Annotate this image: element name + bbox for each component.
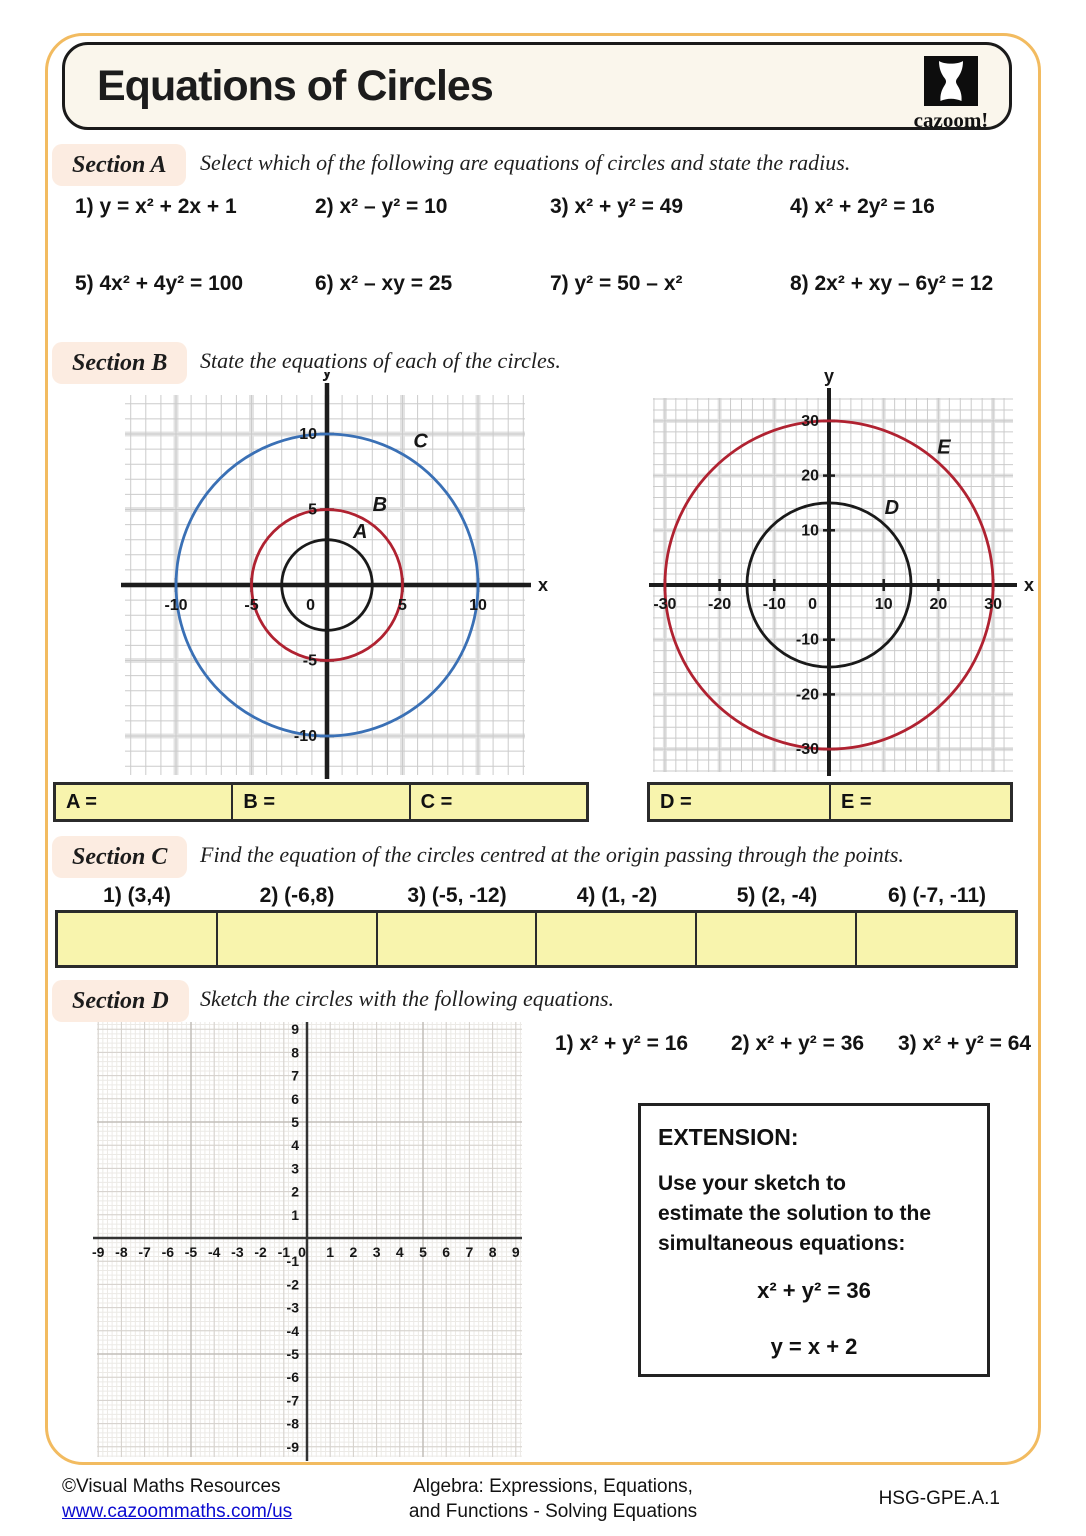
circle-label-A: A (352, 521, 368, 544)
x-tick--2: -2 (254, 1244, 267, 1260)
equation-a7: 7) y² = 50 – x² (550, 272, 683, 295)
answer-cell-c2[interactable] (218, 913, 378, 965)
point-6: 6) (-7, -11) (887, 884, 987, 907)
section-d-instruction: Sketch the circles with the following equations. (200, 986, 615, 1011)
answer-label-c: C = (420, 790, 453, 813)
x-tick-7: 7 (465, 1244, 474, 1260)
footer-topic-line1: Algebra: Expressions, Equations, (413, 1476, 693, 1497)
footer-standard-code: HSG-GPE.A.1 (878, 1488, 1000, 1509)
equation-d3: 3) x² + y² = 64 (898, 1032, 1032, 1055)
answer-label-a: A = (66, 790, 97, 813)
answer-cell-c5[interactable] (697, 913, 857, 965)
extension-body-line3: simultaneous equations: (658, 1232, 906, 1255)
y-tick-6: 6 (291, 1090, 299, 1107)
x-tick--10: -10 (762, 596, 786, 613)
circle-label-D: D (884, 496, 900, 519)
answer-cell-a[interactable] (56, 785, 233, 819)
answer-cell-e[interactable] (831, 785, 1010, 819)
x-tick--30: -30 (653, 596, 677, 613)
graph-left-svg (118, 372, 558, 782)
section-d-label: Section D (52, 980, 189, 1022)
y-tick-30: 30 (801, 412, 819, 430)
circle-label-E: E (937, 436, 951, 459)
footer-topic-line2: and Functions - Solving Equations (408, 1501, 698, 1522)
section-a-instruction: Select which of the following are equations of circles and state the radius. (200, 150, 851, 175)
equation-a6: 6) x² – xy = 25 (315, 272, 453, 295)
answer-label-d: D = (660, 790, 692, 813)
answer-cell-c1[interactable] (58, 913, 218, 965)
y-tick--7: -7 (286, 1392, 299, 1409)
equation-a8: 8) 2x² + xy – 6y² = 12 (790, 272, 994, 295)
x-tick-1: 1 (326, 1244, 335, 1260)
extension-box (638, 1103, 990, 1377)
footer-website-link[interactable]: www.cazoommaths.com/us (62, 1501, 293, 1522)
answer-cell-d[interactable] (650, 785, 831, 819)
section-b-label: Section B (52, 342, 187, 384)
y-tick--2: -2 (286, 1276, 299, 1293)
x-tick-5: 5 (419, 1244, 427, 1260)
header-box (62, 42, 1012, 130)
x-tick-5: 5 (398, 597, 407, 614)
equation-d1: 1) x² + y² = 16 (555, 1032, 689, 1055)
equation-a3: 3) x² + y² = 49 (550, 195, 684, 218)
x-tick--7: -7 (138, 1244, 151, 1260)
y-tick--8: -8 (286, 1415, 299, 1432)
equation-a2: 2) x² – y² = 10 (315, 195, 448, 218)
origin-tick: 0 (306, 597, 315, 614)
section-b-graph-right (645, 372, 1045, 782)
equation-a4: 4) x² + 2y² = 16 (790, 195, 935, 218)
y-tick--5: -5 (286, 1346, 299, 1362)
x-tick--8: -8 (115, 1244, 128, 1260)
x-tick--6: -6 (161, 1244, 175, 1260)
x-tick-10: 10 (874, 596, 893, 613)
section-d-sketch-grid[interactable] (88, 1014, 540, 1466)
y-tick-5: 5 (308, 501, 317, 519)
section-b-instruction: State the equations of each of the circles. (200, 348, 561, 373)
graph-right-svg (645, 372, 1045, 782)
x-tick-3: 3 (372, 1244, 381, 1260)
answers-de (647, 782, 1013, 822)
y-axis-label (322, 372, 332, 381)
y-tick--10: -10 (293, 728, 317, 745)
y-tick-10: 10 (801, 522, 819, 540)
point-5: 5) (2, -4) (736, 884, 818, 907)
x-tick-30: 30 (984, 596, 1002, 613)
section-a-label: Section A (52, 144, 186, 186)
section-c-label: Section C (52, 836, 187, 878)
x-tick-2: 2 (349, 1244, 358, 1260)
footer-copyright: ©Visual Maths Resources (62, 1476, 281, 1497)
y-tick--3: -3 (286, 1299, 299, 1316)
cazoom-drum-icon (924, 56, 978, 106)
extension-eq2: y = x + 2 (770, 1334, 858, 1359)
x-tick--10: -10 (164, 597, 188, 614)
y-tick--9: -9 (286, 1438, 299, 1455)
answer-cell-c3[interactable] (378, 913, 538, 965)
y-tick-4: 4 (291, 1137, 299, 1154)
point-3: 3) (-5, -12) (407, 884, 507, 907)
equation-a1: 1) y = x² + 2x + 1 (75, 195, 237, 218)
x-axis-label: x (1023, 575, 1035, 595)
y-tick-10: 10 (299, 426, 317, 443)
point-4: 4) (1, -2) (576, 884, 658, 907)
x-tick-20: 20 (929, 596, 948, 613)
origin-tick: 0 (808, 596, 817, 613)
x-axis-label: x (537, 575, 549, 595)
x-tick--1: -1 (277, 1244, 291, 1260)
y-tick-7: 7 (291, 1067, 299, 1084)
x-tick--5: -5 (184, 1244, 198, 1260)
extension-body-line2: estimate the solution to the (658, 1202, 932, 1225)
cazoom-logo (905, 56, 997, 133)
extension-body-line1: Use your sketch to (658, 1172, 846, 1195)
section-b-graph-left (118, 372, 558, 782)
circle-label-B: B (372, 494, 388, 517)
section-c-instruction: Find the equation of the circles centred at the origin passing through the points. (200, 842, 904, 867)
y-tick--20: -20 (795, 686, 819, 704)
x-tick-10: 10 (469, 597, 487, 614)
y-tick--5: -5 (302, 652, 317, 670)
x-tick--4: -4 (207, 1244, 221, 1260)
y-tick-20: 20 (801, 467, 819, 485)
answer-cell-c4[interactable] (537, 913, 697, 965)
x-tick-4: 4 (395, 1244, 404, 1260)
y-tick--1: -1 (286, 1253, 299, 1270)
x-tick-9: 9 (511, 1244, 520, 1260)
extension-eq1: x² + y² = 36 (757, 1278, 871, 1303)
section-c-answer-boxes (55, 910, 1018, 968)
origin-tick: 0 (298, 1244, 306, 1260)
graph-sketch-svg (88, 1014, 540, 1466)
answer-label-b: B = (243, 790, 276, 813)
extension-title: EXTENSION: (658, 1124, 799, 1150)
x-tick--3: -3 (231, 1244, 244, 1260)
footer-link-wrap (62, 1501, 292, 1523)
x-tick--20: -20 (708, 596, 732, 613)
point-2: 2) (-6,8) (259, 884, 335, 907)
point-1: 1) (3,4) (103, 884, 171, 907)
page-title: Equations of Circles (97, 61, 493, 110)
y-tick-2: 2 (291, 1183, 299, 1200)
x-tick-6: 6 (442, 1244, 451, 1260)
equation-d2: 2) x² + y² = 36 (731, 1032, 865, 1055)
answer-cell-c[interactable] (411, 785, 586, 819)
y-tick--30: -30 (795, 741, 819, 759)
x-tick--5: -5 (244, 597, 259, 614)
y-tick-1: 1 (291, 1206, 299, 1223)
cazoom-logo-text: cazoom! (913, 108, 989, 132)
answer-label-e: E = (841, 790, 872, 813)
y-tick-9: 9 (291, 1021, 299, 1038)
y-tick-3: 3 (291, 1160, 299, 1177)
y-tick-8: 8 (291, 1044, 299, 1061)
y-tick-5: 5 (291, 1114, 299, 1130)
section-c-points (57, 884, 1017, 908)
x-tick--9: -9 (91, 1244, 105, 1260)
y-tick--4: -4 (286, 1322, 299, 1339)
y-tick--6: -6 (286, 1369, 299, 1386)
x-tick-8: 8 (488, 1244, 497, 1260)
answers-abc (53, 782, 589, 822)
answer-cell-c6[interactable] (857, 913, 1015, 965)
answer-cell-b[interactable] (233, 785, 410, 819)
y-tick--10: -10 (795, 631, 819, 649)
equation-a5: 5) 4x² + 4y² = 100 (75, 272, 244, 295)
y-axis-label: y (823, 372, 835, 386)
circle-label-C: C (413, 430, 428, 453)
